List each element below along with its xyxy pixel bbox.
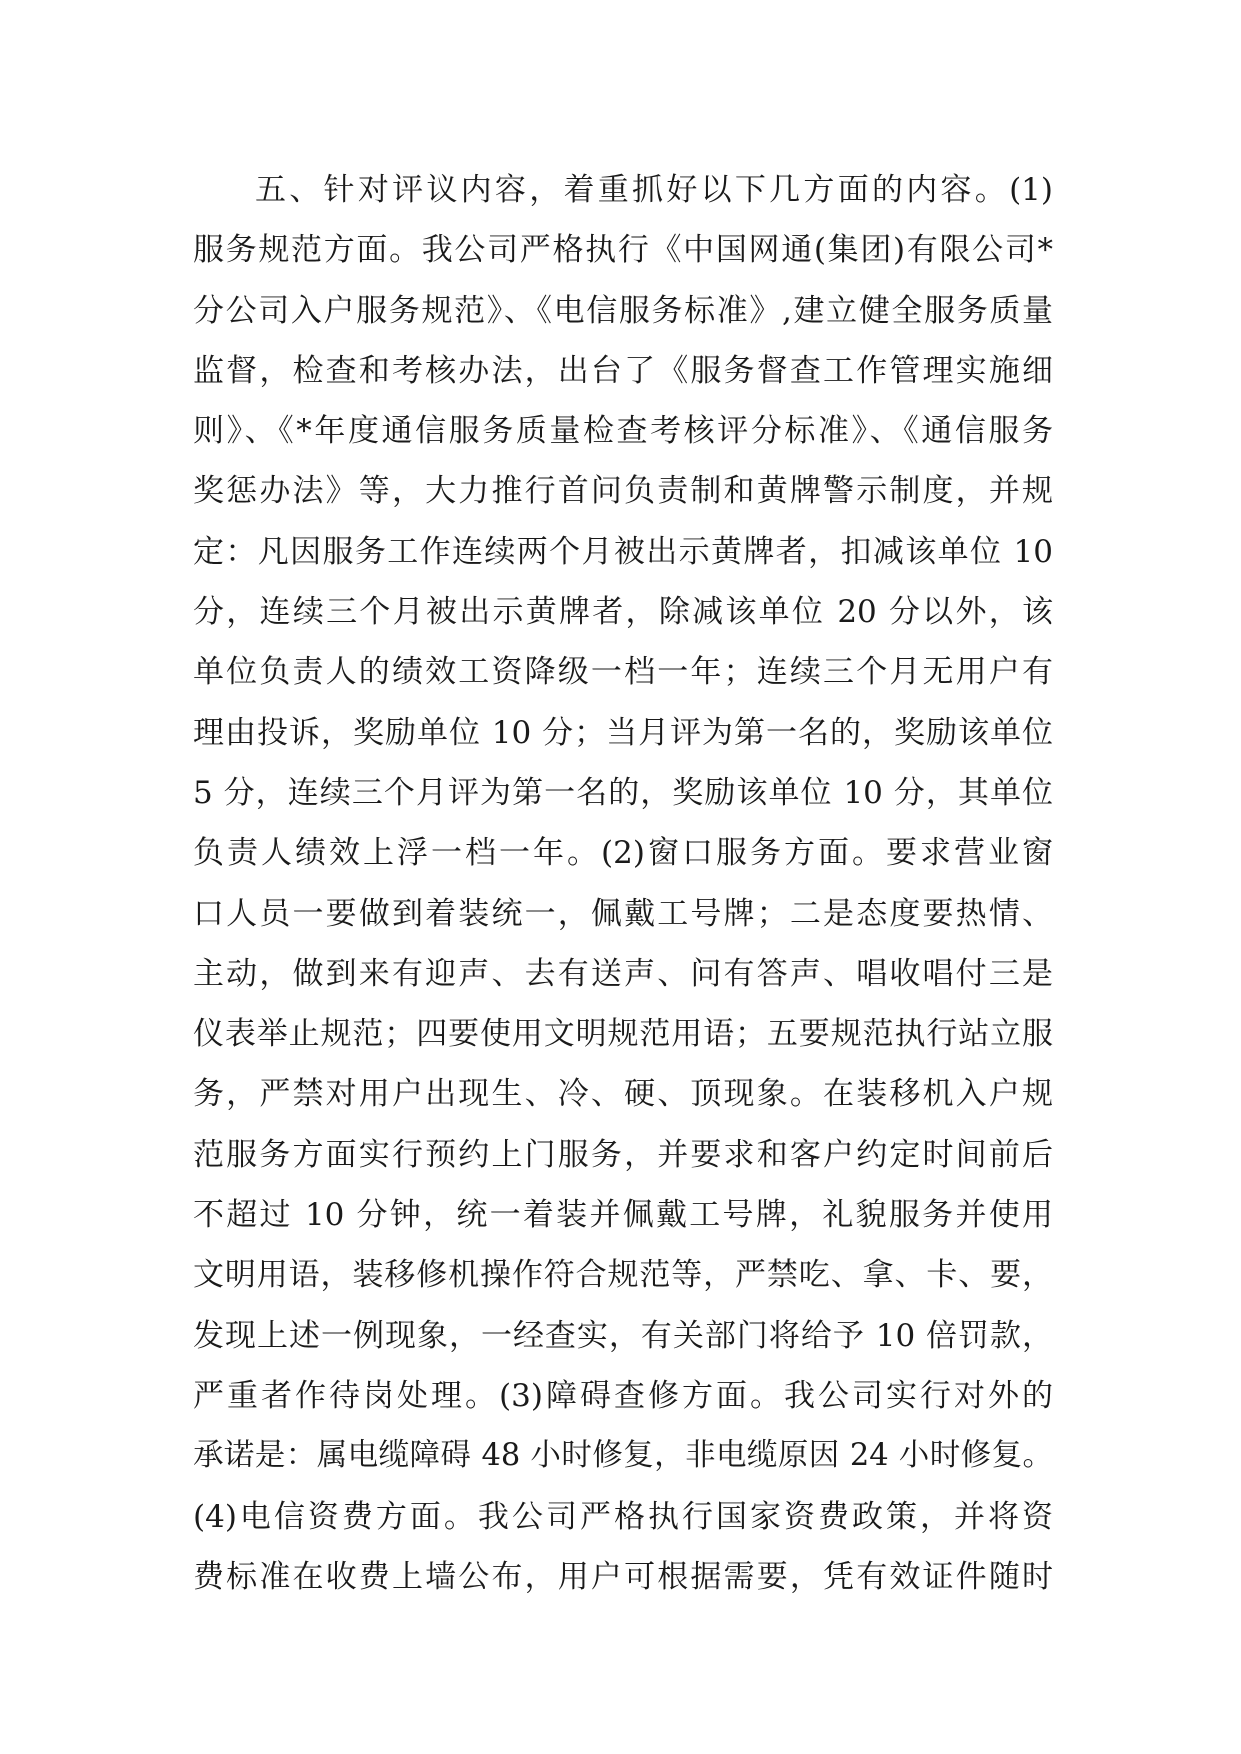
paragraph-line: 理由投诉，奖励单位 10 分；当月评为第一名的，奖励该单位 <box>193 714 1053 751</box>
paragraph-line: 奖惩办法》等，大力推行首问负责制和黄牌警示制度，并规 <box>193 473 1053 510</box>
paragraph-line: 不超过 10 分钟，统一着装并佩戴工号牌，礼貌服务并使用 <box>193 1197 1053 1234</box>
paragraph-line: 主动，做到来有迎声、去有送声、问有答声、唱收唱付三是 <box>193 955 1053 992</box>
paragraph-line: 5 分，连续三个月评为第一名的，奖励该单位 10 分，其单位 <box>193 774 1053 811</box>
paragraph-line: 定：凡因服务工作连续两个月被出示黄牌者，扣减该单位 10 <box>193 533 1053 570</box>
paragraph-line: 服务规范方面。我公司严格执行《中国网通(集团)有限公司* <box>193 232 1053 269</box>
paragraph-line: 承诺是：属电缆障碍 48 小时修复，非电缆原因 24 小时修复。 <box>193 1438 1053 1474</box>
paragraph-line: 负责人绩效上浮一档一年。(2)窗口服务方面。要求营业窗 <box>193 835 1053 872</box>
paragraph-line: 仪表举止规范；四要使用文明规范用语；五要规范执行站立服 <box>193 1016 1053 1053</box>
paragraph-line: 发现上述一例现象，一经查实，有关部门将给予 10 倍罚款， <box>193 1317 1053 1354</box>
paragraph-line: 严重者作待岗处理。(3)障碍查修方面。我公司实行对外的 <box>193 1377 1053 1414</box>
paragraph-line: 分，连续三个月被出示黄牌者，除减该单位 20 分以外，该 <box>193 594 1053 631</box>
paragraph-line: 则》、《*年度通信服务质量检查考核评分标准》、《通信服务 <box>193 413 1053 450</box>
paragraph-line: 费标准在收费上墙公布，用户可根据需要，凭有效证件随时 <box>193 1558 1053 1595</box>
body-paragraph <box>193 160 1053 1607</box>
paragraph-line: 分公司入户服务规范》、《电信服务标准》,建立健全服务质量 <box>193 292 1053 329</box>
paragraph-line: 务，严禁对用户出现生、冷、硬、顶现象。在装移机入户规 <box>193 1076 1053 1113</box>
paragraph-line: 范服务方面实行预约上门服务，并要求和客户约定时间前后 <box>193 1136 1053 1173</box>
paragraph-line: 口人员一要做到着装统一，佩戴工号牌；二是态度要热情、 <box>193 895 1053 932</box>
paragraph-line: 五、针对评议内容，着重抓好以下几方面的内容。(1) <box>255 172 1053 208</box>
paragraph-line: 监督，检查和考核办法，出台了《服务督查工作管理实施细 <box>193 352 1053 389</box>
paragraph-line: (4)电信资费方面。我公司严格执行国家资费政策，并将资 <box>193 1498 1053 1535</box>
paragraph-line: 单位负责人的绩效工资降级一档一年；连续三个月无用户有 <box>193 654 1053 691</box>
paragraph-line: 文明用语，装移修机操作符合规范等，严禁吃、拿、卡、要， <box>193 1257 1053 1294</box>
